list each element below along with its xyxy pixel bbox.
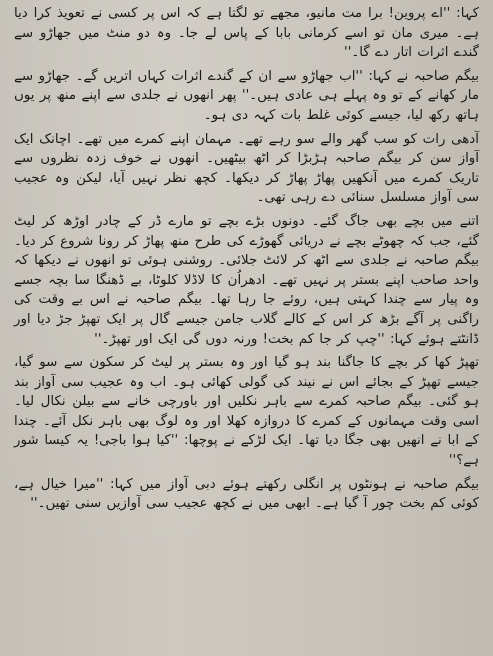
paragraph-3: آدھی رات کو سب گھر والے سو رہے تھے۔ مہمان اپنے کمرے میں تھے۔ اچانک ایک آواز سن کر بیگم صاحبہ ہڑبڑا کر اٹھ بیٹھیں۔ انھوں نے خوف زدہ نظروں سے تاریک کمرے میں آنکھیں پھاڑ پھاڑ کر دیکھا۔ کچھ نظر نہیں آیا، لیکن وہ عجیب سی آواز مسلسل سنائی دے رہی تھی۔ xyxy=(14,131,479,206)
paragraph-5: تھپڑ کھا کر بچے کا جاگنا بند ہو گیا اور وہ بستر پر لیٹ کر سکون سے سو گیا، جیسے تھپڑ کے بجائے اس نے نیند کی گولی کھائی ہو۔ اب وہ عجیب سی آواز بند ہو گئی۔ بیگم صاحبہ کمرے سے باہر نکلیں اور باورچی خانے سے بیلن نکال لیا۔ اسی وقت مہمانوں کے کمرے کا دروازہ کھلا اور وہ لوگ بھی باہر نکل آئے۔ چندا کے ابا نے انھیں بھی جگا دیا تھا۔ ایک لڑکے نے پوچھا: ''کیا ہوا باجی! یہ کیسا شور ہے؟'' xyxy=(14,355,479,469)
paragraph-1: کہا: ''اے پروین! برا مت مانیو، مجھے تو لگتا ہے کہ اس پر کسی نے تعویذ کرا دیا ہے۔ میری مان تو اسے کرمانی بابا کے پاس لے جا۔ وہ دو منٹ میں جھاڑو سے گندے اثرات اتار دے گا۔'' xyxy=(14,6,479,61)
paragraph-2: بیگم صاحبہ نے کہا: ''اب جھاڑو سے ان کے گندے اثرات کہاں اتریں گے۔ جھاڑو سے مار کھانے کے تو وہ پہلے ہی عادی ہیں۔'' پھر انھوں نے جلدی سے اپنے منھ پر یوں ہاتھ رکھ لیا، جیسے کوئی غلط بات کہہ دی ہو۔ xyxy=(14,68,479,123)
paragraph-6: بیگم صاحبہ نے ہونٹوں پر انگلی رکھتے ہوئے دبی آواز میں کہا: ''میرا خیال ہے، کوئی کم بخت چور آ گیا ہے۔ ابھی میں نے کچھ عجیب سی آوازیں سنی تھیں۔'' xyxy=(14,476,479,512)
paragraph-4: اتنے میں بچے بھی جاگ گئے۔ دونوں بڑے بچے تو مارے ڈر کے چادر اوڑھ کر لیٹ گئے، جب کہ چھوٹے بچے نے دریائی گھوڑے کی طرح منھ پھاڑ کر رونا شروع کر دیا۔ بیگم صاحبہ نے جلدی سے اٹھ کر لائٹ جلائی۔ روشنی ہوئی تو انھوں نے دیکھا کہ واحد صاحب اپنے بستر پر نہیں تھے۔ ادھراُن کا لاڈلا کلوٹا، بے ڈھنگا سا بچہ جسے وہ پیار سے چندا کہتی ہیں، روئے جا رہا تھا۔ بیگم صاحبہ نے اس بے وقت کی راگنی پر آگے بڑھ کر اس کے کالے گلاب جامن جیسے گال پر ایک تھپڑ جڑ دیا اور ڈانٹتے ہوئے کہا: ''چپ کر جا کم بخت! ورنہ دوں گی ایک اور تھپڑ۔'' xyxy=(14,213,479,347)
